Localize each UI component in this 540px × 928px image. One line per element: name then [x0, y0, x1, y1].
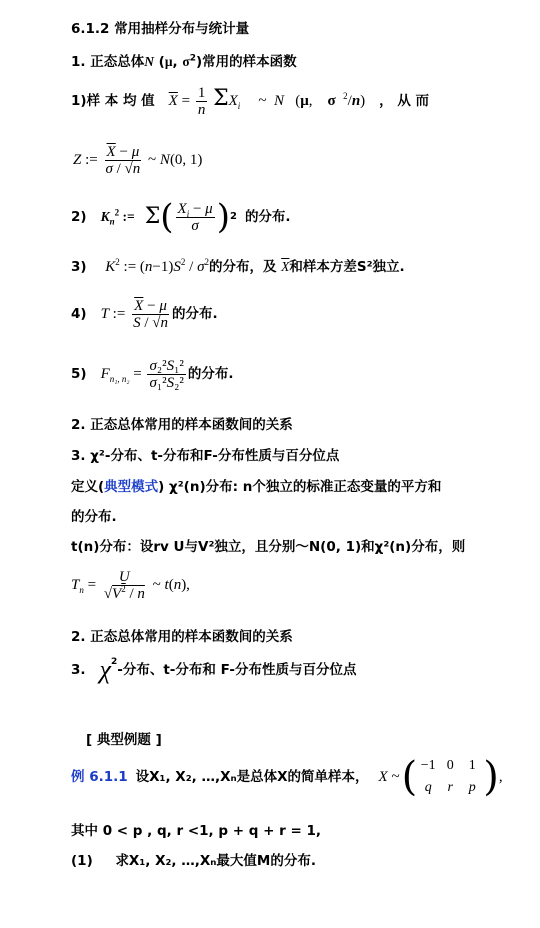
definition-line	[71, 478, 540, 496]
tn-formula: $T_n$ = $\frac{U}{√V^2 / n}$ ~ t(n),	[71, 568, 190, 602]
definition-prefix: 定义(	[71, 479, 105, 495]
item-2-number: 2)	[71, 209, 87, 225]
item-3-suffix2: 和样本方差S²独立.	[289, 259, 405, 275]
item-5-line: 5) $F_{n_1, n_2}$ = $\frac{\text{σ₂²S₁²}}{\text{σ₁²S₂²}}$ 的分布.	[71, 357, 234, 391]
question-1	[71, 852, 540, 870]
item-4-number: 4)	[71, 306, 87, 322]
item-1-text-b: 常用的样本函数	[202, 54, 297, 70]
definition-line-2: 的分布.	[71, 509, 117, 525]
item-4-line: 4) T := $\frac{\overline{X} - \mu}{S / √n}$ 的分布.	[71, 297, 218, 331]
sample-mean-label: 1)样 本 均 值	[71, 93, 155, 109]
example-text: 设X₁, X₂, …,Xₙ是总体X的简单样本，	[135, 769, 369, 785]
sample-mean-line: 1)样 本 均 值 $\overline{X}$ = $\frac{1}{n}$ $\Sigma X_i$ ~ N (μ, σ $^2$/n) ， 从 而	[71, 84, 430, 118]
item-2-suffix: 的分布.	[244, 209, 291, 225]
t-distribution-line: t(n)分布：设rv U与V²独立，且分别～N(0, 1)和χ²(n)分布，则	[71, 539, 466, 555]
distribution-heading-2-text: -分布、t-分布和 F-分布性质与百分位点	[117, 662, 357, 678]
item-3-suffix: 的分布，及	[208, 259, 277, 275]
z-formula: Z := $\frac{\overline{X} - \mu}{\sigma / √n}$ ~ N(0, 1)	[73, 143, 203, 177]
relation-heading-2: 2. 正态总体常用的样本函数间的关系	[71, 629, 293, 645]
distribution-heading-2: 3. χ $^2$ -分布、t-分布和 F-分布性质与百分位点	[71, 655, 357, 684]
relation-heading-1: 2. 正态总体常用的样本函数间的关系	[71, 417, 293, 433]
item-3-line: 3) $K^2$ := $(n-1)S^2 / \sigma^2$的分布，及 $\overline{X}$和样本方差S²独立.	[71, 257, 405, 275]
example-header: [ 典型例题 ]	[86, 732, 162, 748]
distribution-heading-2-number: 3.	[71, 662, 86, 678]
condition-line: 其中 0 < p , q, r <1, p + q + r = 1,	[71, 823, 322, 839]
item-4-suffix: 的分布.	[171, 306, 218, 322]
distribution-matrix: X ~ ( −1 0 1 q r p ) ,	[378, 754, 503, 800]
section-title: 6.1.2 常用抽样分布与统计量	[71, 21, 250, 37]
sample-mean-formula: $\overline{X}$ = $\frac{1}{n}$ $\Sigma X_i$	[168, 84, 241, 118]
normal-population-symbol: N	[144, 54, 154, 69]
item-1-text-a: 正态总体	[90, 54, 145, 70]
item-3-number: 3)	[71, 259, 87, 275]
typical-mode-label: 典型模式	[104, 479, 159, 495]
item-5-suffix: 的分布.	[187, 366, 234, 382]
example-line	[71, 754, 540, 800]
item-1-number: 1.	[71, 54, 86, 70]
item-1-heading: 1. 正态总体N (μ, $\sigma^2$)常用的样本函数	[71, 53, 297, 70]
question-1-number: (1)	[71, 853, 93, 869]
question-1-text: 求X₁, X₂, …,Xₙ最大值M的分布.	[115, 853, 316, 869]
item-5-number: 5)	[71, 366, 87, 382]
definition-suffix: ) χ²(n)分布: n个独立的标准正态变量的平方和	[158, 479, 442, 495]
example-label: 例 6.1.1	[71, 769, 128, 785]
sample-mean-tail: ， 从 而	[379, 93, 430, 109]
distribution-heading-1: 3. χ²-分布、t-分布和F-分布性质与百分位点	[71, 448, 340, 464]
item-2-line: 2) $K_n^2$ := Σ ( $\frac{X_i - \mu}{\sigma}$ ) 2 的分布.	[71, 197, 291, 237]
